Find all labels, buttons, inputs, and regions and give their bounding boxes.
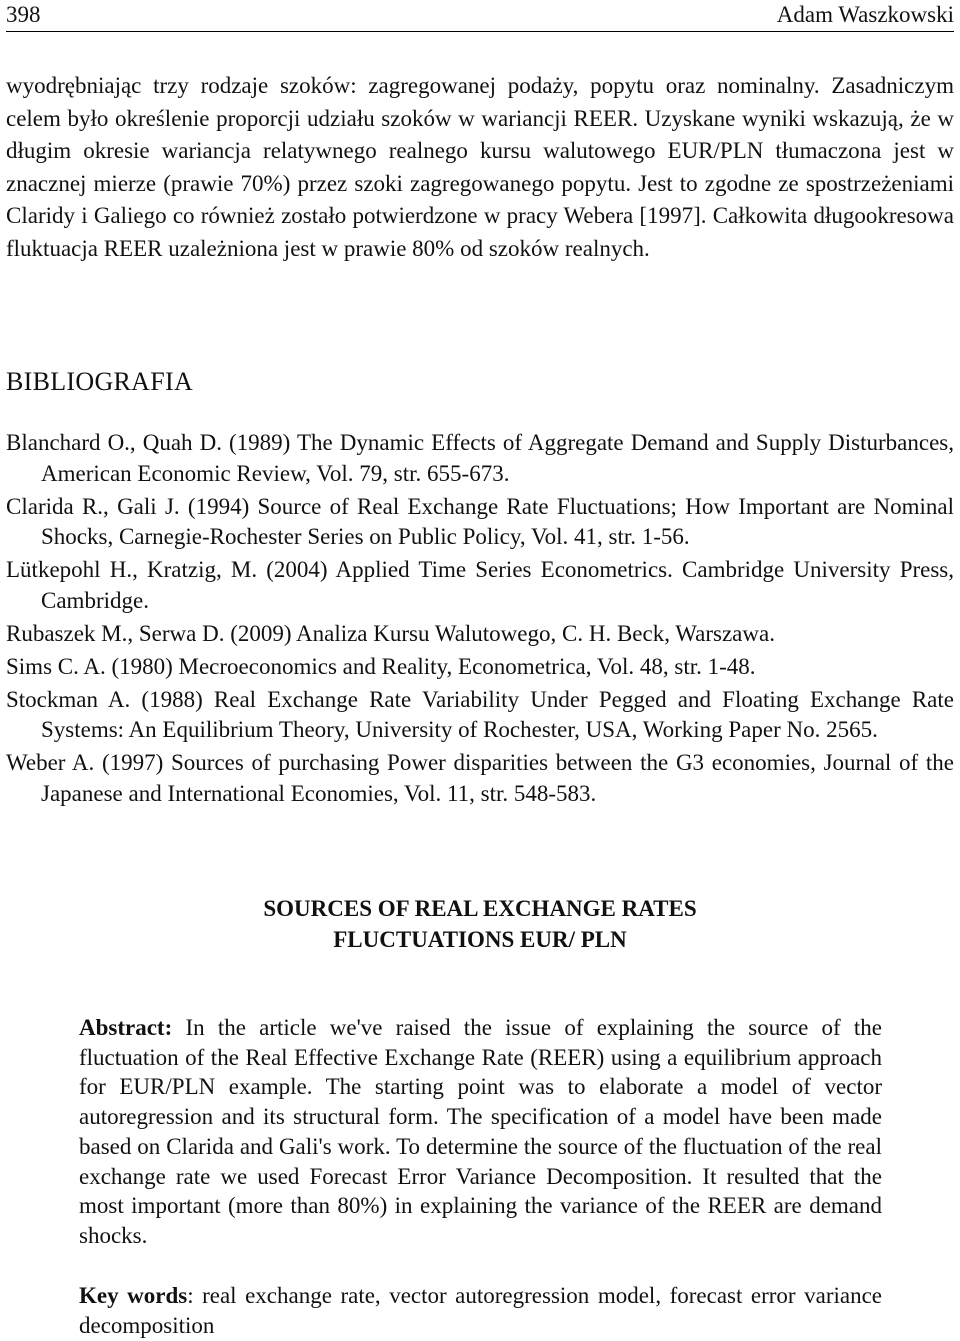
bibliography-entry: Sims C. A. (1980) Mecroeconomics and Reality, Econometrica, Vol. 48, str. 1-48. <box>6 653 756 679</box>
english-title <box>0 893 960 955</box>
abstract-text: In the article we've raised the issue of explaining the source of the fluctuation of the Real Effective Exchange Rate (REER) using a equilibrium approach for EUR/PLN example. The starting point was to elaborate a model of vector autoregression and its structural form. The specification of a model have been made based on Clarida and Gali's work. To determine the source of the fluctuation of the real exchange rate we used Forecast Error Variance Decomposition. It resulted that the most important (more than 80%) in explaining the variance of the REER are demand shocks. <box>79 1015 882 1248</box>
bibliography-entry: Blanchard O., Quah D. (1989) The Dynamic Effects of Aggregate Demand and Supply Disturbances, American Economic Review, Vol. 79, str. 655-673. <box>6 430 954 486</box>
abstract <box>79 1013 882 1251</box>
keywords <box>79 1281 882 1341</box>
body-paragraph: wyodrębniając trzy rodzaje szoków: zagregowanej podaży, popytu oraz nominalny. Zasadniczym celem było określenie proporcji udziału szoków w wariancji REER. Uzyskane wyniki wskazują, że w długim okresie wariancja relatywnego realnego kursu walutowego EUR/PLN tłumaczona jest w znacznej mierze (prawie 70%) przez szoki zagregowanego popytu. Jest to zgodne ze spostrzeżeniami Claridy i Galiego co również zostało potwierdzone w pracy Webera [1997]. Całkowita długookresowa fluktuacja REER uzależniona jest w prawie 80% od szoków realnych. <box>6 73 954 261</box>
english-title-line-1: SOURCES OF REAL EXCHANGE RATES <box>263 896 697 921</box>
bibliography-entry: Weber A. (1997) Sources of purchasing Power disparities between the G3 economies, Journal of the Japanese and International Economies, Vol. 11, str. 548-583. <box>6 750 954 806</box>
keywords-text: : real exchange rate, vector autoregression model, forecast error variance decomposition <box>79 1283 882 1338</box>
bibliography-entry: Rubaszek M., Serwa D. (2009) Analiza Kursu Walutowego, C. H. Beck, Warszawa. <box>6 620 775 646</box>
page-number: 398 <box>6 2 41 27</box>
keywords-label: Key words <box>79 1283 188 1308</box>
bibliography-heading: BIBLIOGRAFIA <box>6 367 194 396</box>
running-header <box>6 0 954 32</box>
bibliography-entry: Lütkepohl H., Kratzig, M. (2004) Applied Time Series Econometrics. Cambridge University Press, Cambridge. <box>6 557 954 613</box>
bibliography-entry: Clarida R., Gali J. (1994) Source of Real Exchange Rate Fluctuations; How Important are Nominal Shocks, Carnegie-Rochester Series on Public Policy, Vol. 41, str. 1-56. <box>6 493 954 549</box>
abstract-label: Abstract: <box>79 1015 173 1040</box>
bibliography-list <box>6 428 954 812</box>
bibliography-entry: Stockman A. (1988) Real Exchange Rate Variability Under Pegged and Floating Exchange Rate Systems: An Equilibrium Theory, University of Rochester, USA, Working Paper No. 2565. <box>6 686 954 742</box>
running-head-author: Adam Waszkowski <box>776 2 954 27</box>
english-title-line-2: FLUCTUATIONS EUR/ PLN <box>333 927 627 952</box>
